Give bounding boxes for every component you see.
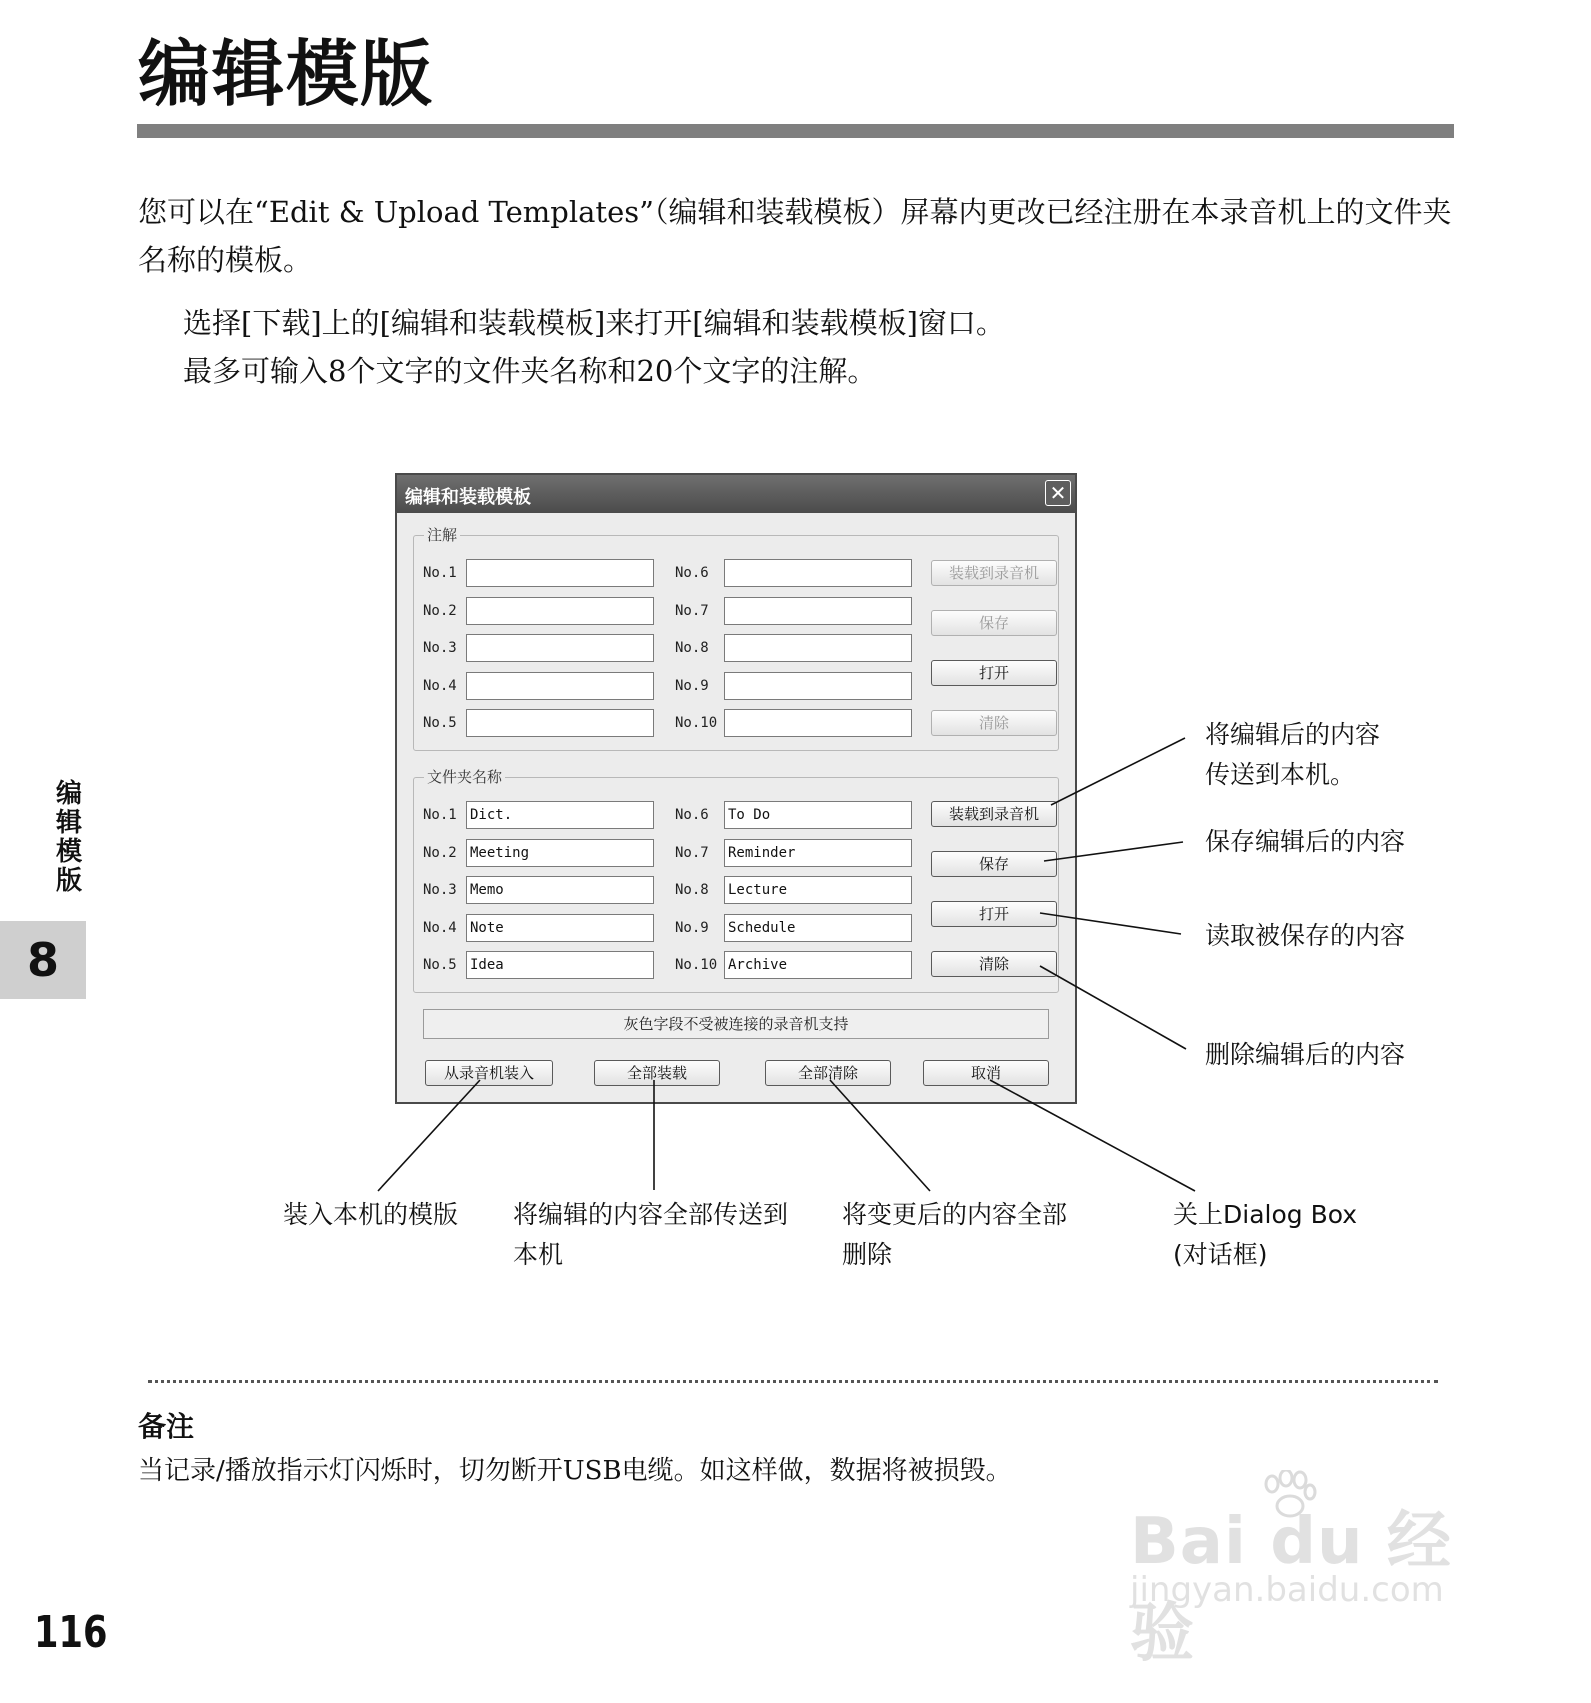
status-message: 灰色字段不受被连接的录音机支持 [423, 1009, 1049, 1039]
folder-row-label: No.2 [423, 845, 457, 861]
folder-row-label: No.6 [675, 807, 709, 823]
callout-line-open [1040, 913, 1181, 934]
folder-row-label: No.8 [675, 882, 709, 898]
comments-save-button[interactable]: 保存 [931, 610, 1057, 636]
folders-clear-button[interactable]: 清除 [931, 951, 1057, 977]
chapter-tab: 8 [0, 921, 86, 999]
comment-row-label: No.8 [675, 640, 709, 656]
comment-row-label: No.10 [675, 715, 718, 731]
callout-line-upload [1051, 738, 1185, 805]
folder-field-5[interactable]: Idea [466, 951, 654, 979]
callout-cancel [1173, 1195, 1357, 1275]
callout-line-clear [1040, 966, 1186, 1049]
folders-upload-button[interactable]: 装载到录音机 [931, 801, 1057, 827]
folder-field-2[interactable]: Meeting [466, 839, 654, 867]
comments-open-button[interactable]: 打开 [931, 660, 1057, 686]
callout-line-load [378, 1080, 480, 1191]
folder-names-group-label: 文件夹名称 [424, 766, 505, 787]
note-title: 备注 [138, 1410, 195, 1443]
callout-cancel-line-2: (对话框) [1173, 1240, 1268, 1269]
folder-field-6[interactable]: To Do [724, 801, 912, 829]
folder-row-label: No.3 [423, 882, 457, 898]
folder-field-3[interactable]: Memo [466, 876, 654, 904]
baidu-watermark [1130, 1480, 1510, 1671]
watermark-url: jingyan.baidu.com [1130, 1570, 1444, 1610]
comments-clear-button[interactable]: 清除 [931, 710, 1057, 736]
callout-clear-all [842, 1195, 1067, 1275]
folder-field-8[interactable]: Lecture [724, 876, 912, 904]
comments-upload-button[interactable]: 装载到录音机 [931, 560, 1057, 586]
close-icon[interactable]: ✕ [1045, 480, 1071, 506]
cancel-button[interactable]: 取消 [923, 1060, 1049, 1086]
callout-upload-all [513, 1195, 788, 1275]
callout-line-clear-all [830, 1080, 930, 1191]
comments-group-label: 注解 [424, 524, 460, 545]
callout-clear-all-line-2: 删除 [842, 1240, 893, 1269]
instruction-step-1: 选择[下载]上的[编辑和装载模板]来打开[编辑和装载模板]窗口。 [183, 306, 1005, 340]
folders-open-button[interactable]: 打开 [931, 901, 1057, 927]
instruction-step-2: 最多可输入8个文字的文件夹名称和20个文字的注解。 [183, 354, 877, 388]
folder-row-label: No.7 [675, 845, 709, 861]
folder-row-label: No.5 [423, 957, 457, 973]
callout-clear-all-line-1: 将变更后的内容全部 [842, 1200, 1068, 1229]
callout-upload-all-line-1: 将编辑的内容全部传送到 [513, 1200, 789, 1229]
upload-all-button[interactable]: 全部装载 [594, 1060, 720, 1086]
comment-row-label: No.3 [423, 640, 457, 656]
folder-field-1[interactable]: Dict. [466, 801, 654, 829]
folder-field-7[interactable]: Reminder [724, 839, 912, 867]
callout-cancel-line-1: 关上Dialog Box [1173, 1200, 1358, 1229]
callout-line-save [1044, 842, 1183, 861]
callout-upload-line-2: 传送到本机。 [1205, 760, 1356, 789]
folder-field-10[interactable]: Archive [724, 951, 912, 979]
dialog-title: 编辑和装载模板 [405, 487, 531, 508]
note-divider [148, 1380, 1438, 1383]
page-number: 116 [34, 1607, 108, 1658]
folders-save-button[interactable]: 保存 [931, 851, 1057, 877]
comment-row-label: No.4 [423, 678, 457, 694]
comment-row-label: No.7 [675, 603, 709, 619]
callout-upload [1205, 715, 1380, 795]
folder-row-label: No.9 [675, 920, 709, 936]
callout-save: 保存编辑后的内容 [1205, 827, 1406, 856]
callout-upload-all-line-2: 本机 [513, 1240, 564, 1269]
comment-row-label: No.9 [675, 678, 709, 694]
load-from-recorder-button[interactable]: 从录音机装入 [425, 1060, 553, 1086]
comment-row-label: No.6 [675, 565, 709, 581]
watermark-brand: Bai du 经验 [1130, 1505, 1452, 1671]
callout-upload-line-1: 将编辑后的内容 [1205, 720, 1381, 749]
callout-load-from-recorder: 装入本机的模版 [283, 1200, 459, 1229]
clear-all-button[interactable]: 全部清除 [765, 1060, 891, 1086]
folder-row-label: No.4 [423, 920, 457, 936]
comment-row-label: No.5 [423, 715, 457, 731]
page-title: 编辑模版 [138, 32, 435, 116]
callout-line-cancel [990, 1080, 1195, 1191]
chapter-side-label: 编辑模版 [55, 779, 82, 896]
folder-row-label: No.1 [423, 807, 457, 823]
callout-clear: 删除编辑后的内容 [1205, 1040, 1406, 1069]
folder-row-label: No.10 [675, 957, 718, 973]
intro-paragraph: 您可以在“Edit & Upload Templates”（编辑和装载模板）屏幕内更改已经注册在本录音机上的文件夹名称的模板。 [138, 195, 1452, 277]
comment-row-label: No.2 [423, 603, 457, 619]
callout-open: 读取被保存的内容 [1205, 921, 1406, 950]
folder-field-9[interactable]: Schedule [724, 914, 912, 942]
comment-row-label: No.1 [423, 565, 457, 581]
note-text: 当记录/播放指示灯闪烁时，切勿断开USB电缆。如这样做，数据将被损毁。 [138, 1456, 1012, 1486]
folder-field-4[interactable]: Note [466, 914, 654, 942]
